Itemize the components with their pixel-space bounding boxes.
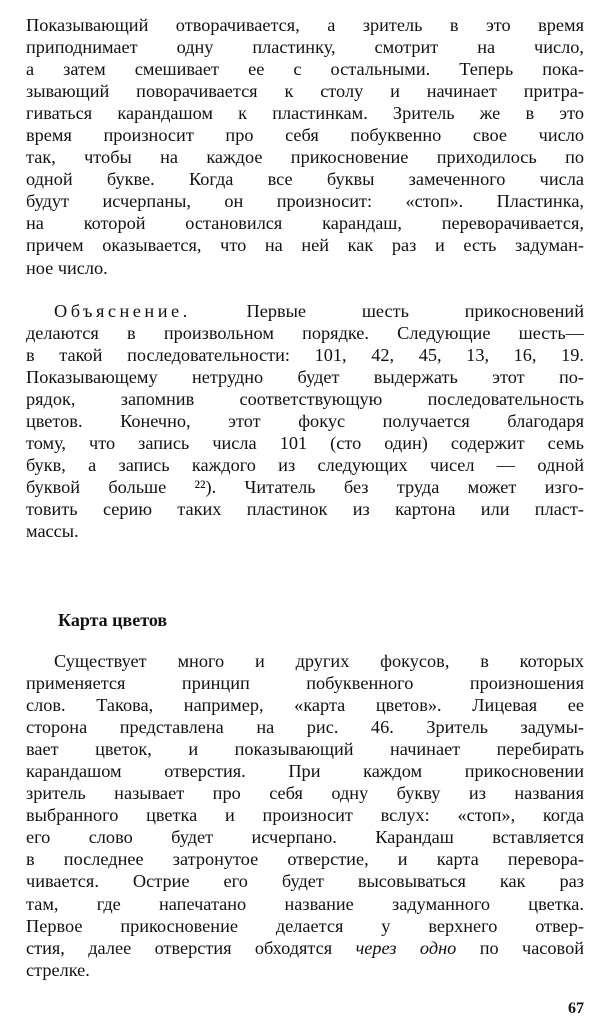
text-line: Существует много и других фокусов, в которых bbox=[54, 651, 584, 671]
text-line: Первое прикосновение делается у верхнего отвер- bbox=[26, 915, 584, 936]
text-line: цветов. Конечно, этот фокус получается благодаря bbox=[26, 411, 584, 432]
text-line: будут исчерпаны, он произносит: «стоп». Пластинка, bbox=[26, 191, 584, 212]
text-line: на которой остановился карандаш, переворачивается, bbox=[26, 213, 584, 234]
text-line: рядок, запомнив соответствующую последовательность bbox=[26, 389, 584, 410]
text-line: Показывающий отворачивается, а зритель в это время bbox=[26, 15, 584, 35]
text-line: стрелке. bbox=[26, 959, 90, 980]
text-line: а затем смешивает ее с остальными. Теперь пока- bbox=[26, 59, 584, 80]
text-line: в последнее затронутое отверстие, и карта перевора- bbox=[26, 849, 584, 870]
text-fragment: стия, далее отверстия обходятся bbox=[26, 937, 333, 958]
paragraph-1 bbox=[26, 14, 584, 279]
text-line: Показывающему нетрудно будет выдержать этот по- bbox=[26, 367, 584, 388]
text-line: применяется принцип побуквенного произношения bbox=[26, 673, 584, 694]
text-line: там, где напечатано название задуманного цветка. bbox=[26, 893, 584, 914]
text-line: его слово будет исчерпано. Карандаш вставляется bbox=[26, 827, 584, 848]
text-fragment: по часовой bbox=[479, 937, 584, 958]
text-line bbox=[26, 300, 584, 322]
paragraph-3 bbox=[26, 650, 584, 981]
text-line: гиваться карандашом к пластинкам. Зритель же в это bbox=[26, 103, 584, 124]
section-heading: Карта цветов bbox=[58, 610, 168, 630]
text-fragment: Первые шесть прикосновений bbox=[246, 301, 584, 321]
text-line: зритель называет про себя одну букву из названия bbox=[26, 783, 584, 804]
text-line: одной букве. Когда все буквы замеченного числа bbox=[26, 169, 584, 190]
text-line: буквой больше ²²). Читатель без труда может изго- bbox=[26, 477, 584, 498]
page-number: 67 bbox=[568, 1000, 584, 1017]
book-page bbox=[26, 14, 584, 1019]
text-line: товить серию таких пластинок из картона или пласт- bbox=[26, 499, 584, 520]
text-line: тому, что запись числа 101 (сто один) содержит семь bbox=[26, 433, 584, 454]
text-line: чивается. Острие его будет высовываться как раз bbox=[26, 871, 584, 892]
text-line: выбранного цветка и произносит вслух: «стоп», когда bbox=[26, 805, 584, 826]
text-line bbox=[26, 937, 584, 959]
text-line: ное число. bbox=[26, 257, 108, 278]
text-line: слов. Такова, например, «карта цветов». Лицевая ее bbox=[26, 695, 584, 716]
text-line: приподнимает одну пластинку, смотрит на число, bbox=[26, 37, 584, 58]
text-line: делаются в произвольном порядке. Следующие шесть— bbox=[26, 323, 584, 344]
text-line: так, чтобы на каждое прикосновение приходилось по bbox=[26, 147, 584, 168]
text-line: сторона представлена на рис. 46. Зритель задумы- bbox=[26, 717, 584, 738]
explanation-lead-word: Объяснение. bbox=[54, 301, 191, 321]
text-line: зывающий поворачивается к столу и начинает притра- bbox=[26, 81, 584, 102]
text-line: карандашом отверстия. При каждом прикосновении bbox=[26, 761, 584, 782]
text-line: время произносит про себя побуквенно свое число bbox=[26, 125, 584, 146]
text-line: причем оказывается, что на ней как раз и есть задуман- bbox=[26, 235, 584, 256]
text-line: вает цветок, и показывающий начинает перебирать bbox=[26, 739, 584, 760]
paragraph-2 bbox=[26, 300, 584, 543]
italic-phrase: через одно bbox=[355, 937, 457, 958]
text-line: в такой последовательности: 101, 42, 45, 13, 16, 19. bbox=[26, 345, 584, 366]
text-line: массы. bbox=[26, 521, 79, 542]
text-line: букв, а запись каждого из следующих чисел — одной bbox=[26, 455, 584, 476]
